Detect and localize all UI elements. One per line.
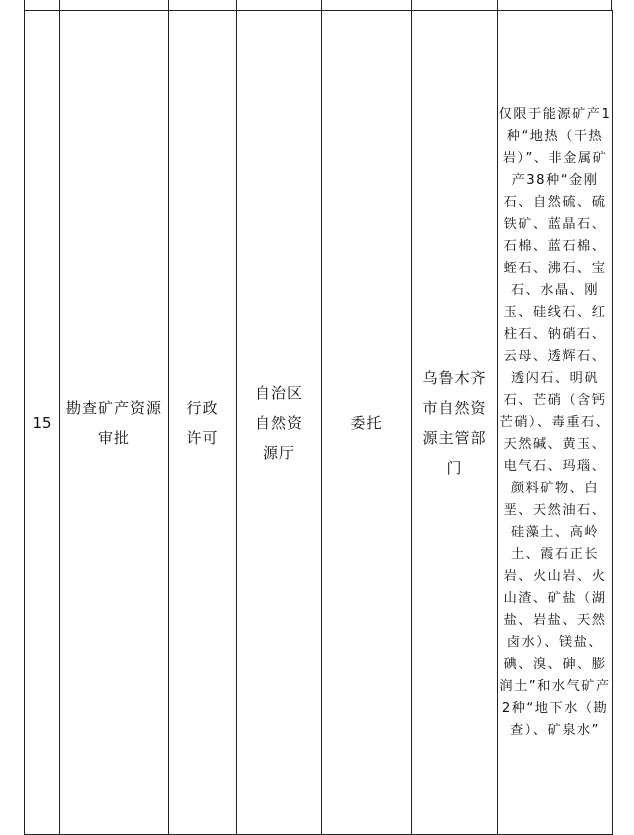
category: 行政许可 (186, 398, 219, 447)
category-cell (169, 11, 237, 835)
authority-table (24, 10, 613, 835)
method-cell (322, 11, 412, 835)
previous-row-border (24, 0, 612, 10)
row-number: 15 (32, 414, 52, 432)
item-name: 勘查矿产资源审批 (65, 398, 162, 447)
receiving-department-cell (412, 11, 498, 835)
scope-text: 仅限于能源矿产1种“地热（干热岩）”、非金属矿产38种“金刚石、自然硫、硫铁矿、蓝晶石、石棉、蓝石棉、蛭石、沸石、宝石、水晶、刚玉、硅线石、红柱石、钠硝石、云母、透辉石、透闪石、明矾石、芒硝（含钙芒硝）、毒重石、天然碱、黄玉、电气石、玛瑙、颜料矿物、白垩、天然油石、硅藻土、高岭土、霞石正长岩、火山岩、火山渣、矿盐（湖盐、岩盐、天然卤水）、镁盐、碘、溴、砷、膨润土”和水气矿产2种“地下水（勘查）、矿泉水” (498, 106, 612, 738)
receiving-department: 乌鲁木齐市自然资源主管部门 (422, 368, 487, 477)
item-name-cell (60, 11, 169, 835)
row-number-cell (25, 11, 60, 835)
scope-cell (498, 11, 613, 835)
table-row (25, 11, 613, 835)
implementing-department-cell (237, 11, 322, 835)
method: 委托 (350, 413, 383, 432)
implementing-department: 自治区自然资源厅 (254, 383, 303, 462)
